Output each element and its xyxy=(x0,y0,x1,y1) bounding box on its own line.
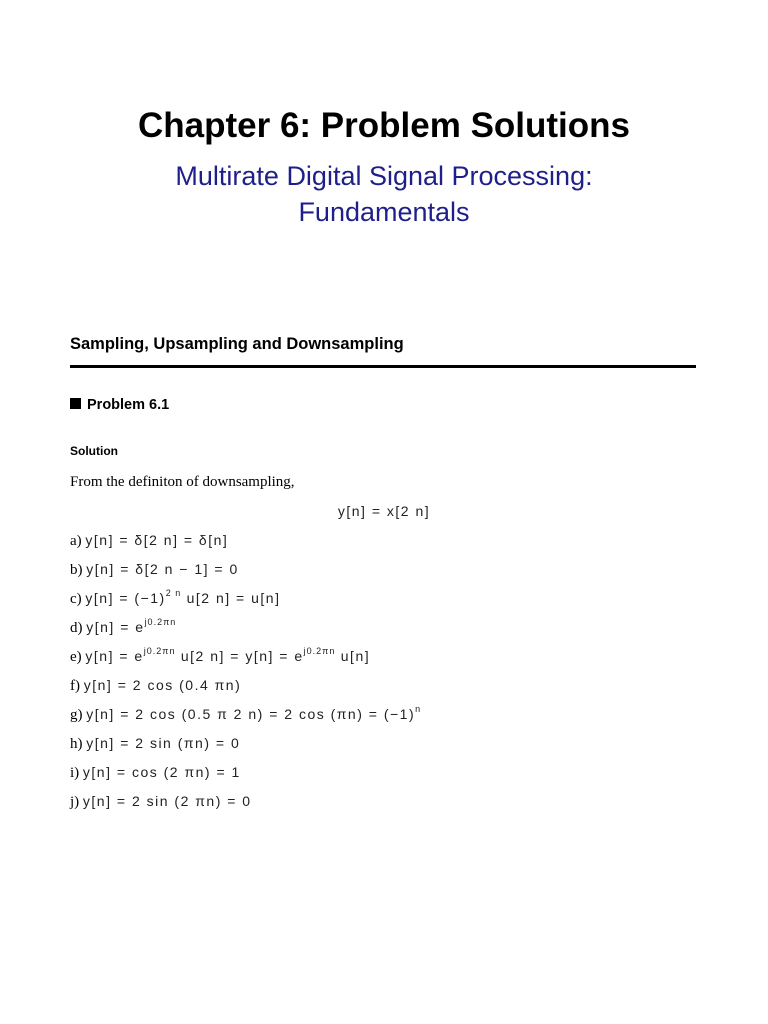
item-label: g) xyxy=(70,707,83,723)
item-label: f) xyxy=(70,678,80,694)
item-label: a) xyxy=(70,533,82,549)
item-equation: $y[n] = (-1)^{2 n}$ u[2 n] = u[n] xyxy=(85,588,281,606)
item-equation: y[n] = 2 sin (2 πn) = 0 xyxy=(82,793,252,809)
solution-item-f xyxy=(70,675,421,704)
solution-item-j xyxy=(70,791,421,820)
black-square-icon xyxy=(70,398,81,409)
item-equation: $y[n] = e^{j0.2\pi n}$ u[2 $n] = y[n] = e^{j0.2\pi n}$ u[n] xyxy=(85,646,371,664)
solution-item-c xyxy=(70,588,421,617)
item-label: c) xyxy=(70,591,82,607)
item-label: e) xyxy=(70,649,82,665)
item-label: d) xyxy=(70,620,83,636)
solution-item-h xyxy=(70,733,421,762)
solution-item-e xyxy=(70,646,421,675)
subtitle-line-1: Multirate Digital Signal Processing: xyxy=(175,161,593,191)
definition-equation: y[n] = x[2 n] xyxy=(337,503,431,519)
solution-item-a xyxy=(70,530,421,559)
chapter-title: Chapter 6: Problem Solutions xyxy=(138,106,630,145)
problem-heading-label: Problem 6.1 xyxy=(87,397,170,413)
item-label: i) xyxy=(70,765,80,781)
item-label: j) xyxy=(70,794,80,810)
solution-list xyxy=(70,530,421,820)
solution-item-g xyxy=(70,704,421,733)
item-label: b) xyxy=(70,562,83,578)
item-equation: y[n] = δ[2 n − 1] = 0 xyxy=(86,561,239,577)
item-equation: y[n] = 2 cos (0.5 π 2 n) = 2 $\cos (\pi n) = (-1)^n$ xyxy=(86,704,422,722)
subtitle-line-2: Fundamentals xyxy=(298,197,470,227)
item-equation: y[n] = 2 sin (πn) = 0 xyxy=(86,735,241,751)
chapter-subtitle xyxy=(0,158,768,230)
problem-heading xyxy=(70,395,169,415)
solution-heading: Solution xyxy=(70,444,118,458)
item-equation: y[n] = δ[2 n] = δ[n] xyxy=(85,532,229,548)
section-heading: Sampling, Upsampling and Downsampling xyxy=(70,335,404,353)
item-equation: y[n] = 2 cos (0.4 πn) xyxy=(83,677,242,693)
item-equation: $y[n] = e^{j0.2\pi n}$ xyxy=(86,617,177,635)
solution-item-d xyxy=(70,617,421,646)
item-equation: y[n] = cos (2 πn) = 1 xyxy=(82,764,241,780)
solution-item-i xyxy=(70,762,421,791)
solution-item-b xyxy=(70,559,421,588)
intro-text: From the definiton of downsampling, xyxy=(70,474,295,490)
item-label: h) xyxy=(70,736,83,752)
section-divider xyxy=(70,365,696,368)
